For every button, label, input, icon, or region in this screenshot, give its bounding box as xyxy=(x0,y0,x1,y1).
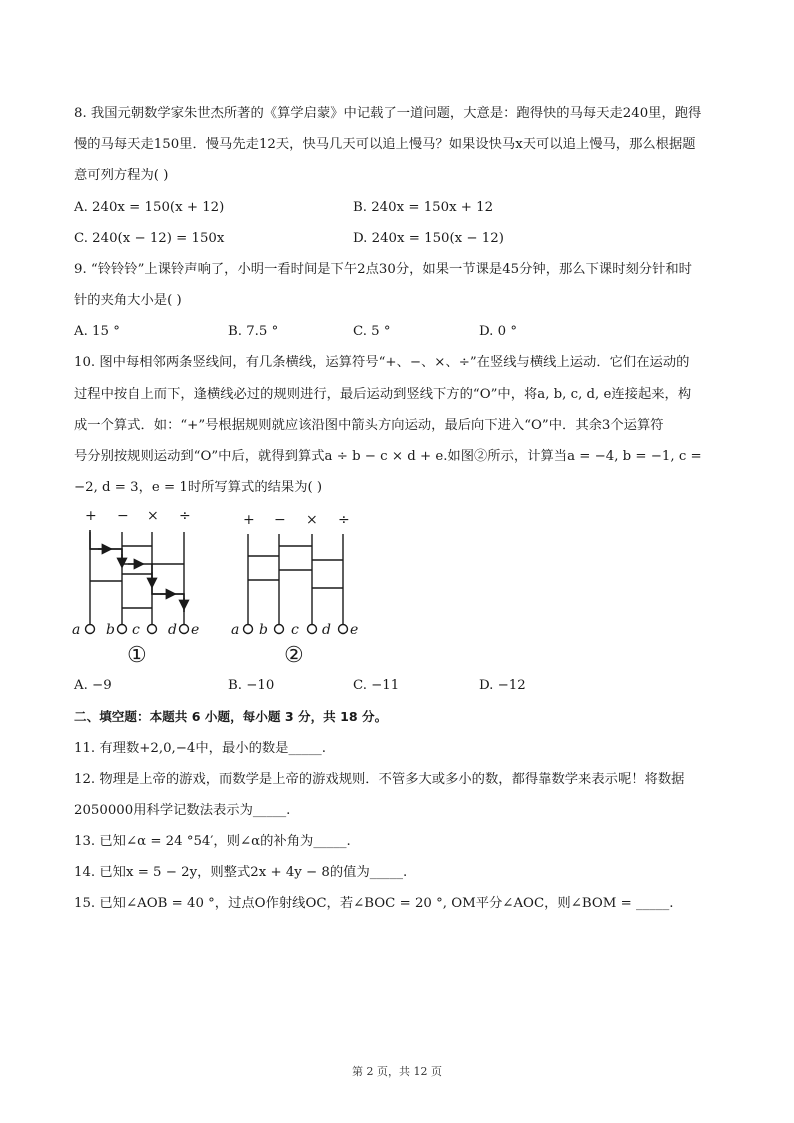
q8-option-a: A. 240x = 150(x + 12) xyxy=(74,200,225,215)
q10-option-b: B. −10 xyxy=(228,678,275,693)
fig2-symbol-times: × xyxy=(306,512,318,528)
q8-option-d: D. 240x = 150(x − 12) xyxy=(353,231,504,246)
fig2-circle xyxy=(339,625,348,634)
fig2-label-d: d xyxy=(322,622,331,638)
fig1-path xyxy=(90,530,184,612)
q10-line-2: 过程中按自上而下，逢横线必过的规则进行，最后运动到竖线下方的“O”中，将a, b, c, d, e连接起来，构 xyxy=(74,387,692,402)
fig2-symbol-divide: ÷ xyxy=(338,512,350,528)
q8-option-c: C. 240(x − 12) = 150x xyxy=(74,231,225,246)
q8-line-2: 慢的马每天走150里．慢马先走12天，快马几天可以追上慢马？如果设快马x天可以追上慢马，那么根据题 xyxy=(74,137,696,152)
fig2-label-e: e xyxy=(350,622,359,638)
section-2-title: 二、填空题：本题共 6 小题，每小题 3 分，共 18 分。 xyxy=(74,709,388,724)
q10-line-3: 成一个算式．如：“+”号根据规则就应该沿图中箭头方向运动，最后向下进入“O”中．其余3个运算符 xyxy=(74,418,664,433)
q10-line-1: 10. 图中每相邻两条竖线间，有几条横线，运算符号“+、−、×、÷”在竖线与横线上运动．它们在运动的 xyxy=(74,355,690,370)
q10-option-d: D. −12 xyxy=(479,678,526,693)
q10-line-4: 号分别按规则运动到“O”中后，就得到算式a ÷ b − c × d + e.如图②所示，计算当a = −4, b = −1, c = xyxy=(74,449,702,464)
q8-option-b: B. 240x = 150x + 12 xyxy=(353,200,494,215)
q9-line-2: 针的夹角大小是( ) xyxy=(74,293,182,308)
fig1-number: ① xyxy=(127,643,147,668)
fig1-label-e: e xyxy=(191,622,200,638)
q10-figures xyxy=(66,502,386,672)
fig2-symbol-plus: + xyxy=(243,512,255,528)
fig1-symbol-divide: ÷ xyxy=(179,508,191,524)
fig1-label-c: c xyxy=(132,622,140,638)
q8-line-3: 意可列方程为( ) xyxy=(74,168,169,183)
fig1-symbol-minus: − xyxy=(117,508,129,524)
q13-text: 13. 已知∠α = 24 °54′，则∠α的补角为_____. xyxy=(74,834,351,849)
fig1-symbol-times: × xyxy=(147,508,159,524)
fig2-label-c: c xyxy=(291,622,299,638)
q10-option-a: A. −9 xyxy=(74,678,112,693)
fig1-label-d: d xyxy=(168,622,177,638)
fig2-symbol-minus: − xyxy=(274,512,286,528)
fig1-circle xyxy=(148,625,157,634)
fig1-label-a: a xyxy=(72,622,81,638)
fig2-circle xyxy=(275,625,284,634)
q9-option-c: C. 5 ° xyxy=(353,324,391,339)
q10-line-5: −2, d = 3，e = 1时所写算式的结果为( ) xyxy=(74,480,323,495)
q9-option-d: D. 0 ° xyxy=(479,324,517,339)
q15-text: 15. 已知∠AOB = 40 °，过点O作射线OC，若∠BOC = 20 °, OM平分∠AOC，则∠BOM = _____. xyxy=(74,896,674,911)
q9-option-a: A. 15 ° xyxy=(74,324,120,339)
page-footer: 第 2 页，共 12 页 xyxy=(352,1065,442,1078)
q9-line-1: 9. “铃铃铃”上课铃声响了，小明一看时间是下午2点30分，如果一节课是45分钟，那么下课时刻分针和时 xyxy=(74,262,692,277)
q11-text: 11. 有理数+2,0,−4中，最小的数是_____. xyxy=(74,741,326,756)
q8-line-1: 8. 我国元朝数学家朱世杰所著的《算学启蒙》中记载了一道问题，大意是：跑得快的马每天走240里，跑得 xyxy=(74,106,702,121)
fig1-circle xyxy=(86,625,95,634)
q12-line-1: 12. 物理是上帝的游戏，而数学是上帝的游戏规则．不管多大或多小的数，都得靠数学来表示呢！将数据 xyxy=(74,772,685,787)
fig1-symbol-plus: + xyxy=(85,508,97,524)
fig2-label-a: a xyxy=(231,622,240,638)
q10-option-c: C. −11 xyxy=(353,678,400,693)
fig1-label-b: b xyxy=(106,622,115,638)
fig2-circle xyxy=(308,625,317,634)
fig2-circle xyxy=(244,625,253,634)
fig1-circle xyxy=(180,625,189,634)
fig2-label-b: b xyxy=(259,622,268,638)
fig2-number: ② xyxy=(284,643,304,668)
q14-text: 14. 已知x = 5 − 2y，则整式2x + 4y − 8的值为_____. xyxy=(74,865,408,880)
q12-line-2: 2050000用科学记数法表示为_____. xyxy=(74,803,291,818)
q9-option-b: B. 7.5 ° xyxy=(228,324,279,339)
fig1-circle xyxy=(118,625,127,634)
